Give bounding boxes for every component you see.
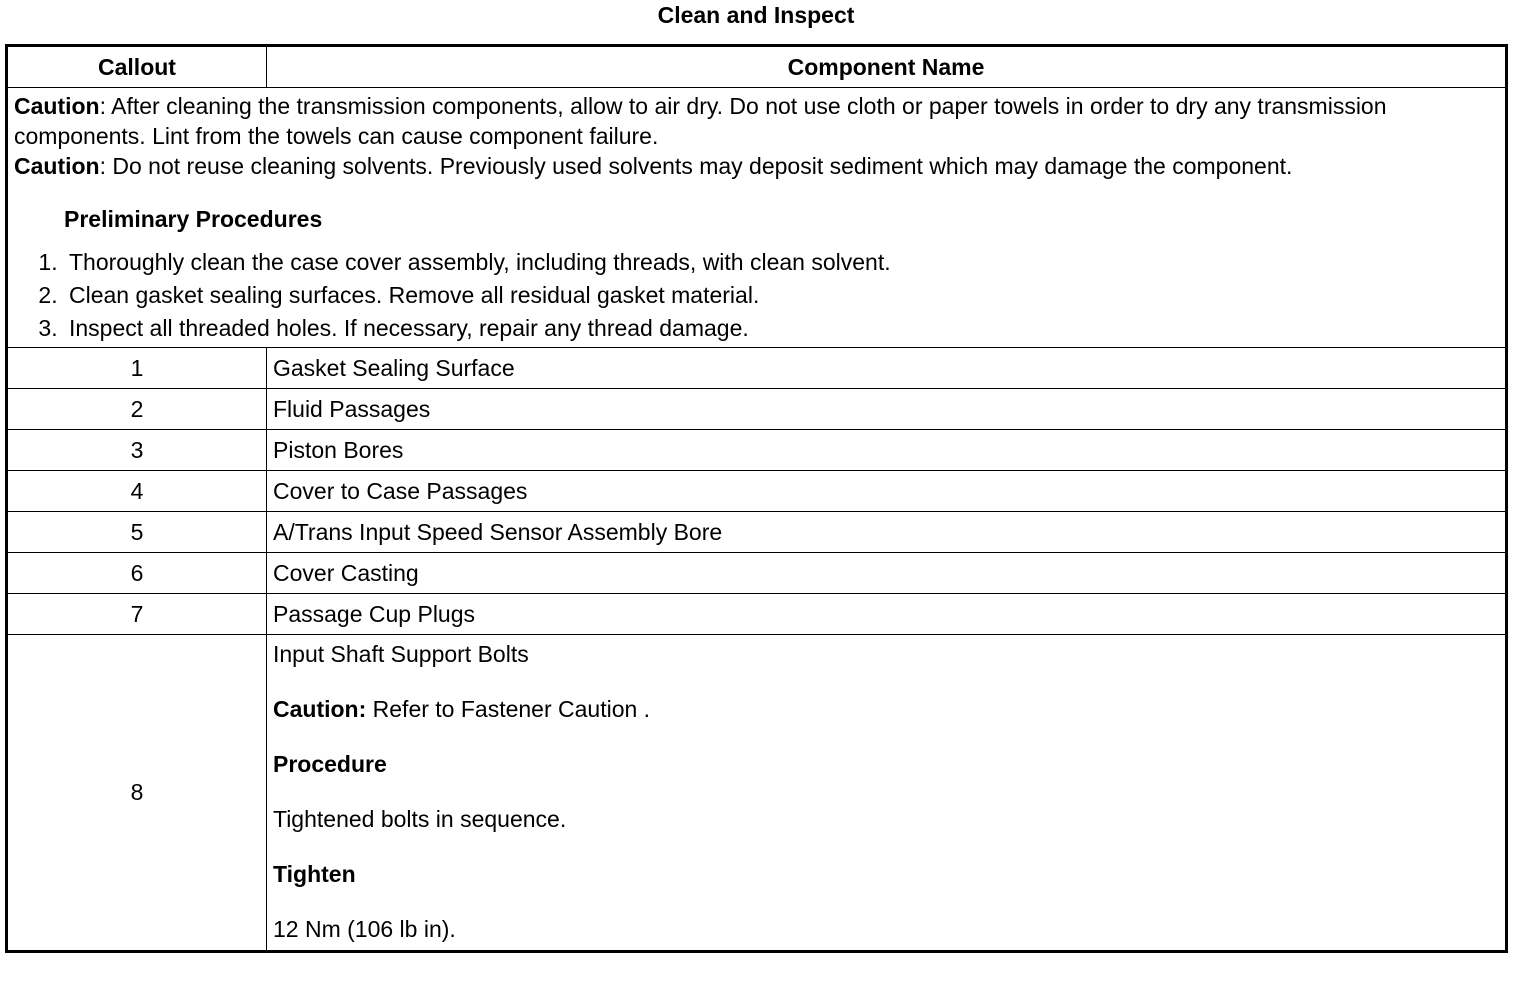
callout-number: 2 — [7, 389, 267, 430]
callout-number: 8 — [7, 635, 267, 952]
table-row — [7, 635, 1507, 952]
header-row — [7, 46, 1507, 88]
step-item: 1. Thoroughly clean the case cover assembly, including threads, with clean solvent. — [64, 246, 1499, 279]
procedure-label: Procedure — [273, 751, 387, 777]
caution-text: Refer to Fastener Caution . — [366, 696, 651, 722]
table-row — [7, 430, 1507, 471]
caution-label: Caution — [14, 93, 100, 119]
header-component-name: Component Name — [267, 46, 1507, 88]
procedure-text: Tightened bolts in sequence. — [273, 806, 567, 832]
component-name: Gasket Sealing Surface — [267, 348, 1507, 389]
caution-text: : After cleaning the transmission components, allow to air dry. Do not use cloth or paper towels in order to dry any transmission components. Lint from the towels can cause component failure. — [14, 93, 1387, 149]
component-name: Input Shaft Support Bolts — [273, 641, 529, 667]
table-row — [7, 389, 1507, 430]
caution-note-2 — [14, 151, 1499, 181]
preliminary-procedures-heading: Preliminary Procedures — [64, 206, 323, 232]
notes-cell — [7, 88, 1507, 348]
tighten-label: Tighten — [273, 861, 356, 887]
callout-number: 1 — [7, 348, 267, 389]
header-callout: Callout — [7, 46, 267, 88]
caution-text: : Do not reuse cleaning solvents. Previously used solvents may deposit sediment which may damage the component. — [99, 153, 1293, 179]
fastener-caution — [273, 694, 1499, 724]
tighten-heading — [273, 859, 1499, 889]
caution-label: Caution — [14, 153, 100, 179]
step-item: 2. Clean gasket sealing surfaces. Remove all residual gasket material. — [64, 279, 1499, 312]
table-row — [7, 471, 1507, 512]
caution-note-1 — [14, 88, 1499, 151]
callout-number: 5 — [7, 512, 267, 553]
table-row — [7, 512, 1507, 553]
component-name: Cover Casting — [267, 553, 1507, 594]
caution-label: Caution: — [273, 696, 367, 722]
notes-row — [7, 88, 1507, 348]
component-detail-cell — [267, 635, 1507, 952]
component-name: Piston Bores — [267, 430, 1507, 471]
callout-number: 6 — [7, 553, 267, 594]
component-name: Fluid Passages — [267, 389, 1507, 430]
clean-inspect-table — [5, 44, 1508, 953]
component-name: A/Trans Input Speed Sensor Assembly Bore — [267, 512, 1507, 553]
torque-spec: 12 Nm (106 lb in). — [273, 916, 456, 942]
table-row — [7, 348, 1507, 389]
callout-number: 4 — [7, 471, 267, 512]
document-title: Clean and Inspect — [657, 2, 855, 28]
callout-number: 3 — [7, 430, 267, 471]
preliminary-steps-list — [14, 246, 1499, 345]
component-name: Cover to Case Passages — [267, 471, 1507, 512]
component-name: Passage Cup Plugs — [267, 594, 1507, 635]
table-row — [7, 553, 1507, 594]
procedure-heading — [273, 749, 1499, 779]
step-item: 3. Inspect all threaded holes. If necessary, repair any thread damage. — [64, 312, 1499, 345]
callout-number: 7 — [7, 594, 267, 635]
table-row — [7, 594, 1507, 635]
